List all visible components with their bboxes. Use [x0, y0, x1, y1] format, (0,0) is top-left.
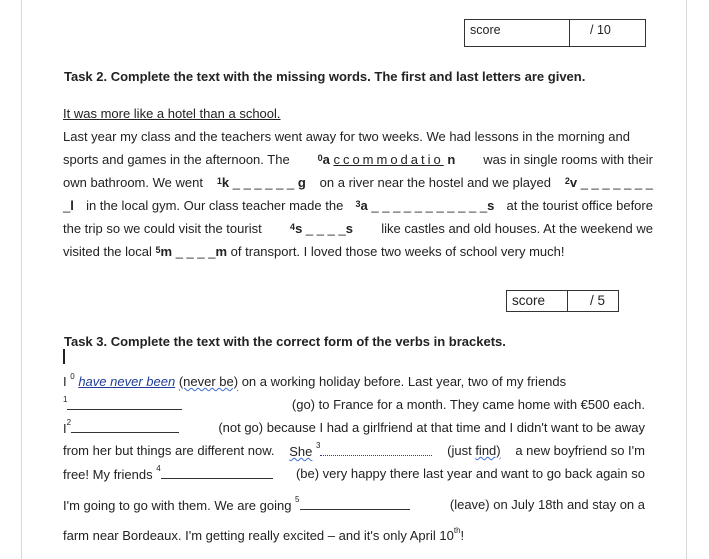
text: own bathroom. We went — [63, 175, 203, 190]
task3-line-7: farm near Bordeaux. I'm getting really excited – and it's only April 10th! — [63, 526, 465, 543]
score-label: score — [465, 20, 570, 46]
text: like castles and old houses. At the weekend we — [381, 221, 653, 236]
gap-4[interactable]: $^4$s _ _ _ _s — [290, 221, 353, 236]
score-box-task2 — [464, 19, 646, 47]
gap-3[interactable]: $^3$a _ _ _ _ _ _ _ _ _ _ _s — [355, 198, 495, 213]
answer-blank-5[interactable] — [300, 497, 410, 510]
score-value: / 5 — [590, 293, 606, 308]
task2-line-4 — [63, 194, 653, 217]
page-border-left — [21, 0, 22, 559]
task3-line-5: free! My friends $^4$ (be) very happy there last year and want to go back again so — [63, 464, 645, 482]
gap-2-end[interactable]: _l — [63, 198, 74, 213]
gap-1[interactable]: $^1$k _ _ _ _ _ _ g — [216, 175, 306, 190]
task2-text — [63, 102, 653, 263]
text: on a river near the hostel and we played — [319, 175, 551, 190]
answer-blank-3[interactable] — [320, 443, 432, 456]
text-cursor — [63, 349, 65, 364]
text: Last year my class and the teachers went away for two weeks. We had lessons in the morning and — [63, 129, 630, 144]
text: was in single rooms with their — [483, 152, 653, 167]
task2-heading: Task 2. Complete the text with the missing words. The first and last letters are given. — [64, 69, 586, 84]
text: at the tourist office before — [506, 198, 653, 213]
gap-5[interactable]: $^5$m _ _ _ _m — [155, 244, 228, 259]
answer-blank-4[interactable] — [161, 466, 273, 479]
task2-line-1 — [63, 125, 653, 148]
text: of transport. I loved those two weeks of school very much! — [230, 244, 565, 259]
text: visited the local — [63, 244, 152, 259]
task3-line-4: from her but things are different now. She $^3$ (just find) a new boyfriend so I'm — [63, 441, 645, 459]
task2-line-5 — [63, 217, 653, 240]
example-answer: have never been — [78, 374, 176, 389]
task2-line-2 — [63, 148, 653, 171]
gap-2[interactable]: $^2$v _ _ _ _ _ _ _ — [564, 175, 653, 190]
task3-line-3: $I^2$ (not go) because I had a girlfriend at that time and I didn't want to be away — [63, 418, 645, 436]
score-value: / 10 — [590, 23, 611, 37]
text: sports and games in the afternoon. The — [63, 152, 290, 167]
task2-title: It was more like a hotel than a school. — [63, 106, 281, 121]
answer-blank-1[interactable] — [67, 397, 182, 410]
task2-line-6 — [63, 240, 653, 263]
task3-heading: Task 3. Complete the text with the correct form of the verbs in brackets. — [64, 334, 506, 349]
task3-line-1: I $^0$ have never been (never be) on a working holiday before. Last year, two of my friends — [63, 372, 567, 389]
task3-line-6: I'm going to go with them. We are going $^5$ (leave) on July 18th and stay on a — [63, 495, 645, 513]
text: the trip so we could visit the tourist — [63, 221, 262, 236]
answer-blank-2[interactable] — [71, 420, 179, 433]
task2-title-line — [63, 102, 653, 125]
score-box-task3 — [506, 290, 619, 312]
task3-line-2: $^1$ (go) to France for a month. They came home with €500 each. — [63, 395, 645, 412]
example-answer: $^0$a ccommodatio n — [317, 152, 456, 167]
score-label: score — [507, 291, 568, 311]
page-border-right — [686, 0, 687, 559]
task2-line-3 — [63, 171, 653, 194]
verb-hint: (never be) — [178, 374, 239, 389]
text: in the local gym. Our class teacher made the — [86, 198, 344, 213]
